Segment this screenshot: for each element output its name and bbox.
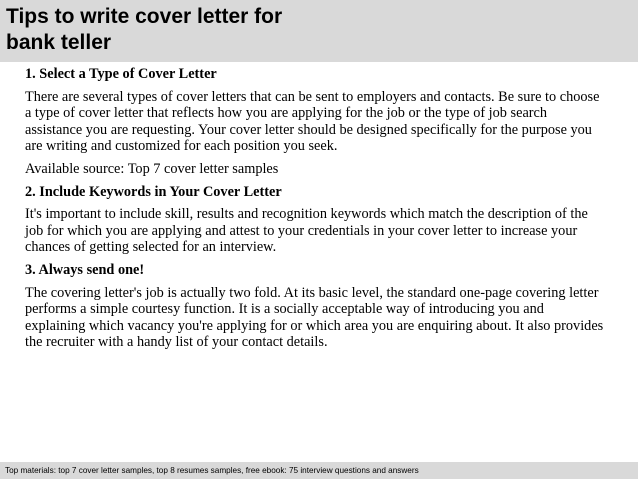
- title-line-1: Tips to write cover letter for: [6, 5, 283, 28]
- section-1-paragraph: There are several types of cover letters that can be sent to employers and contacts. Be sure to choose a type of cover letter that reflects how you are applying for the job or the type of job search assistance you are requesting. Your cover letter should be designed specifically for the purpose you are writing and customized for each position you seek.: [25, 88, 600, 155]
- section-3-paragraph: The covering letter's job is actually two fold. At its basic level, the standard one-page covering letter performs a simple courtesy function. It is a socially acceptable way of introducing you and explaining which vacancy you're applying for or which area you are enquiring about. It also provides the recruiter with a handy list of your contact details.: [25, 284, 604, 351]
- slide-title: [6, 4, 426, 56]
- section-3-heading: 3. Always send one!: [25, 261, 145, 278]
- footer-text: Top materials: top 7 cover letter samples, top 8 resumes samples, free ebook: 75 interview questions and answers: [5, 466, 419, 475]
- section-1-source-note: Available source: Top 7 cover letter samples: [25, 160, 279, 177]
- section-2-heading: 2. Include Keywords in Your Cover Letter: [25, 183, 282, 200]
- slide-content: [22, 66, 604, 357]
- footer-bar: [0, 462, 638, 479]
- title-bar: [0, 0, 638, 62]
- section-2-paragraph: It's important to include skill, results and recognition keywords which match the description of the job for which you are applying and attest to your credentials in your cover letter to increase your chances of getting selected for an interview.: [25, 206, 588, 256]
- title-line-2: bank teller: [6, 31, 112, 54]
- section-1-heading: 1. Select a Type of Cover Letter: [25, 66, 217, 82]
